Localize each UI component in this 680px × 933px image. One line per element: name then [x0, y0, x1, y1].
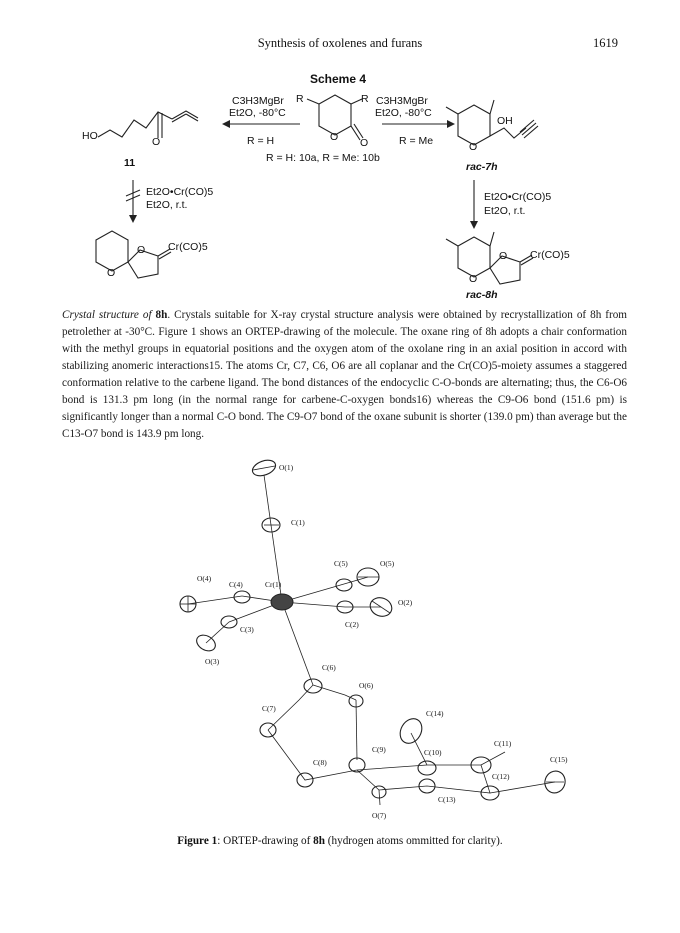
oh-label: OH	[497, 115, 513, 127]
right-condition: R = Me	[399, 135, 434, 147]
cr-co5-label-left: Cr(CO)5	[168, 241, 208, 253]
ortep-labels	[197, 463, 568, 820]
atom-label-c5: C(5)	[334, 559, 348, 568]
scheme-title: Scheme 4	[310, 72, 367, 86]
right-reagent-line2: Et2O, -80°C	[375, 107, 432, 119]
atom-label-c2: C(2)	[345, 620, 359, 629]
section-heading-compound: 8h	[155, 309, 168, 321]
atom-label-c15: C(15)	[550, 755, 568, 764]
atom-label-o5: O(5)	[380, 559, 395, 568]
atom-label-c14: C(14)	[426, 709, 444, 718]
lactone-ring-o-label: O	[330, 131, 339, 143]
left-down-reagent-line2: Et2O, r.t.	[146, 199, 188, 211]
atom-label-o3: O(3)	[205, 657, 220, 666]
atom-label-c13: C(13)	[438, 795, 456, 804]
atom-label-cr1: Cr(1)	[265, 580, 282, 589]
oxane-o-label-8h: O	[469, 273, 478, 285]
r-label-right: R	[361, 93, 369, 105]
atom-label-c7: C(7)	[262, 704, 276, 713]
cr-co5-label-8h: Cr(CO)5	[530, 249, 570, 261]
compound-rac7h-label: rac-7h	[466, 161, 498, 173]
left-down-reagent-line1: Et2O•Cr(CO)5	[146, 186, 214, 198]
right-down-reagent-line1: Et2O•Cr(CO)5	[484, 191, 552, 203]
left-condition: R = H	[247, 135, 275, 147]
left-reagent-line1: C3H3MgBr	[232, 95, 284, 107]
ketone-o-label: O	[152, 136, 161, 148]
left-reagent-line2: Et2O, -80°C	[229, 107, 286, 119]
atom-label-c10: C(10)	[424, 748, 442, 757]
oxolane-o-label-8h: O	[499, 250, 508, 262]
atom-label-c9: C(9)	[372, 745, 386, 754]
caption-label: Figure 1	[177, 835, 218, 847]
compound-11-label: 11	[124, 157, 136, 169]
page-number: 1619	[593, 36, 618, 50]
atom-label-c11: C(11)	[494, 739, 512, 748]
r-label-left: R	[296, 93, 304, 105]
oxane-o-label-left: O	[107, 267, 116, 279]
lactone-caption: R = H: 10a, R = Me: 10b	[266, 152, 380, 164]
atom-label-o1: O(1)	[279, 463, 294, 472]
ortep-bonds	[188, 475, 555, 805]
atom-label-c1: C(1)	[291, 518, 305, 527]
caption-compound: 8h	[313, 835, 325, 847]
right-down-reagent-line2: Et2O, r.t.	[484, 205, 526, 217]
atom-label-o2: O(2)	[398, 598, 413, 607]
atom-label-c6: C(6)	[322, 663, 336, 672]
caption-rest: (hydrogen atoms ommitted for clarity).	[324, 835, 503, 847]
atom-label-o7: O(7)	[372, 811, 387, 820]
atom-label-c4: C(4)	[229, 580, 243, 589]
caption-text: : ORTEP-drawing of	[217, 835, 314, 847]
compound-rac8h-label: rac-8h	[466, 289, 498, 301]
atom-label-o4: O(4)	[197, 574, 212, 583]
body-text: Crystals suitable for X-ray crystal structure analysis were obtained by recrystallization of 8h from petrolether at -30°C. Figure 1 shows an ORTEP-drawing of the molecule. The oxane ring of 8h adopts a chair conformation with the methyl groups in equatorial positions and the oxygen atom of the oxolane ring in an axial position in accord with stabilizing anomeric interactions15. The atoms Cr, C7, C6, O6 are all coplanar and the Cr(CO)5-moiety assumes a staggered conformation relative to the carbene ligand. The bond distances of the endocyclic C-O-bonds are alternating; thus, the C6-O6 bond is 131.3 pm long (in the normal range for carbene-C-oxygen bonds16) whereas the C9-O6 bond (151.6 pm) is significantly longer than a normal C-O bond. The C9-O7 bond of the oxane subunit is shorter (139.0 pm) than average but the C13-O7 bond is 143.9 pm long.	[62, 309, 628, 440]
atom-label-c3: C(3)	[240, 625, 254, 634]
running-title: Synthesis of oxolenes and furans	[257, 36, 423, 50]
oxolane-o-label-left: O	[137, 244, 146, 256]
oxane-o-label-7h: O	[469, 141, 478, 153]
atom-label-c12: C(12)	[492, 772, 510, 781]
section-heading: Crystal structure of	[62, 309, 152, 321]
atom-label-o6: O(6)	[359, 681, 374, 690]
atom-label-c8: C(8)	[313, 758, 327, 767]
body-paragraph: Crystal structure of 8h. Crystals suitable for X-ray crystal structure analysis were obtained by recrystallization of 8h from petrolether at -30°C. Figure 1 shows an ORTEP-drawing of the molecule. The oxane ring of 8h adopts a chair conformation with the methyl groups in equatorial positions and the oxygen atom of the oxolane ring in an axial position in accord with stabilizing anomeric interactions15. The atoms Cr, C7, C6, O6 are all coplanar and the Cr(CO)5-moiety assumes a staggered conformation relative to the carbene ligand. The bond distances of the endocyclic C-O-bonds are alternating; thus, the C6-O6 bond is 131.3 pm long (in the normal range for carbene-C-oxygen bonds16) whereas the C9-O6 bond (151.6 pm) is significantly longer than a normal C-O bond. The C9-O7 bond of the oxane subunit is shorter (139.0 pm) than average but the C13-O7 bond is 143.9 pm long.	[62, 309, 628, 440]
figure-caption	[0, 835, 680, 847]
right-reagent-line1: C3H3MgBr	[376, 95, 428, 107]
lactone-carbonyl-o-label: O	[360, 137, 369, 149]
ho-label: HO	[82, 130, 98, 142]
